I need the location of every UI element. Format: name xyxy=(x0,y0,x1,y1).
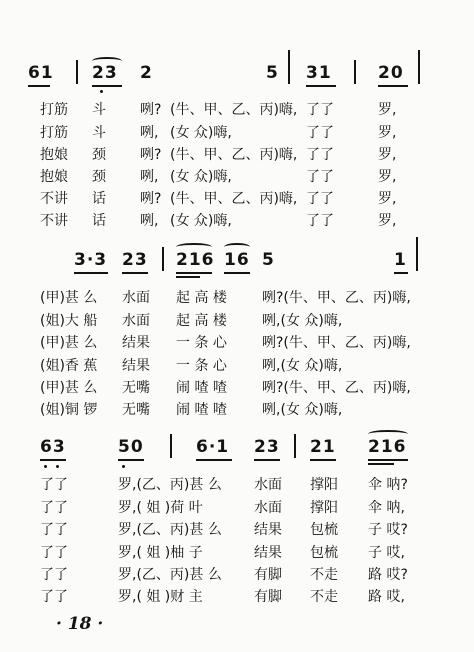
lyric-cell: 抱娘 xyxy=(40,169,68,185)
beam-underline xyxy=(92,85,122,87)
octave-dot xyxy=(56,465,59,468)
lyric-cell: 咧?(牛、甲、乙、丙)嗨, xyxy=(262,380,411,396)
lyric-cell: (牛、甲、乙、丙)嗨, xyxy=(170,102,298,118)
lyric-cell: 话 xyxy=(92,213,106,229)
beam-underline xyxy=(40,459,66,461)
note-group: 23 xyxy=(254,437,280,457)
barline xyxy=(288,50,290,84)
octave-dot xyxy=(122,465,125,468)
note-group: 216 xyxy=(176,250,215,270)
note-group: 21 xyxy=(310,437,336,457)
beam-underline xyxy=(176,272,212,274)
lyric-cell: 水面 xyxy=(254,500,282,516)
note-group: 23 xyxy=(92,63,118,83)
lyric-cell: (女 众)嗨, xyxy=(170,169,232,185)
beam-underline xyxy=(224,272,250,274)
lyric-cell: 罗,(乙、丙)甚 么 xyxy=(118,567,222,583)
page-number: · 18 · xyxy=(56,614,104,634)
beam-underline xyxy=(394,272,408,274)
lyric-cell: 罗,( 姐 )财 主 xyxy=(118,589,203,605)
lyric-cell: 罗, xyxy=(378,125,397,141)
lyric-cell: 撑阳 xyxy=(310,500,338,516)
beam-underline xyxy=(368,463,394,465)
beam-underline xyxy=(28,85,50,87)
lyric-cell: (姐)香 蕉 xyxy=(40,358,98,374)
note-group: 63 xyxy=(40,437,66,457)
barline xyxy=(354,60,356,84)
lyric-cell: 咧? xyxy=(140,191,162,207)
beam-underline xyxy=(378,85,408,87)
lyric-cell: 水面 xyxy=(122,313,150,329)
lyric-cell: 咧? xyxy=(140,147,162,163)
barline xyxy=(162,247,164,271)
beam-underline xyxy=(74,272,108,274)
lyric-cell: 罗, xyxy=(378,147,397,163)
note-group: 50 xyxy=(118,437,144,457)
octave-dot xyxy=(100,90,103,93)
beam-underline xyxy=(118,459,144,461)
lyric-cell: 罗,( 姐 )荷 叶 xyxy=(118,500,203,516)
lyric-cell: 咧,(女 众)嗨, xyxy=(262,402,343,418)
lyric-cell: 无嘴 xyxy=(122,402,150,418)
lyric-cell: 咧, xyxy=(140,213,159,229)
lyric-cell: (甲)甚 么 xyxy=(40,290,98,306)
barline xyxy=(416,237,418,271)
lyric-cell: 罗, xyxy=(378,213,397,229)
lyric-cell: 斗 xyxy=(92,102,106,118)
lyric-cell: (女 众)嗨, xyxy=(170,125,232,141)
lyric-cell: (甲)甚 么 xyxy=(40,335,98,351)
slur xyxy=(368,430,408,438)
slur xyxy=(224,243,250,251)
lyric-cell: 结果 xyxy=(254,522,282,538)
lyric-cell: 颈 xyxy=(92,169,106,185)
note-group: 216 xyxy=(368,437,407,457)
lyric-cell: 颈 xyxy=(92,147,106,163)
beam-underline xyxy=(306,85,336,87)
lyric-cell: 起 高 楼 xyxy=(176,290,227,306)
lyric-cell: (姐)大 船 xyxy=(40,313,98,329)
lyric-cell: (女 众)嗨, xyxy=(170,213,232,229)
lyric-cell: 了了 xyxy=(40,522,68,538)
lyric-cell: 包梳 xyxy=(310,545,338,561)
lyric-cell: 罗,(乙、丙)甚 么 xyxy=(118,522,222,538)
lyric-cell: 了了 xyxy=(306,169,334,185)
lyric-cell: 伞 呐? xyxy=(368,477,408,493)
lyric-cell: 斗 xyxy=(92,125,106,141)
lyric-cell: 了了 xyxy=(40,567,68,583)
lyric-cell: 咧,(女 众)嗨, xyxy=(262,313,343,329)
lyric-cell: 一 条 心 xyxy=(176,335,227,351)
lyric-cell: 咧?(牛、甲、乙、丙)嗨, xyxy=(262,335,411,351)
slur xyxy=(176,243,212,251)
note-group: 1 xyxy=(394,250,407,270)
lyric-cell: 罗,(乙、丙)甚 么 xyxy=(118,477,222,493)
note-group: 16 xyxy=(224,250,250,270)
lyric-cell: 打筋 xyxy=(40,102,68,118)
lyric-cell: 一 条 心 xyxy=(176,358,227,374)
lyric-cell: 抱娘 xyxy=(40,147,68,163)
lyric-cell: 了了 xyxy=(306,213,334,229)
lyric-cell: 起 高 楼 xyxy=(176,313,227,329)
lyric-cell: 撑阳 xyxy=(310,477,338,493)
lyric-cell: 了了 xyxy=(40,589,68,605)
lyric-cell: 咧?(牛、甲、乙、丙)嗨, xyxy=(262,290,411,306)
lyric-cell: 话 xyxy=(92,191,106,207)
note-group: 3·3 xyxy=(74,250,108,270)
lyric-cell: 路 哎? xyxy=(368,567,408,583)
lyric-cell: 了了 xyxy=(306,102,334,118)
lyric-cell: 有脚 xyxy=(254,589,282,605)
lyric-cell: 了了 xyxy=(40,545,68,561)
beam-underline xyxy=(368,459,408,461)
lyric-cell: 罗, xyxy=(378,191,397,207)
lyric-cell: 了了 xyxy=(306,191,334,207)
lyric-cell: 了了 xyxy=(306,147,334,163)
lyric-cell: (姐)铜 锣 xyxy=(40,402,98,418)
lyric-cell: 不讲 xyxy=(40,191,68,207)
barline xyxy=(170,434,172,458)
beam-underline xyxy=(122,272,148,274)
barline xyxy=(76,60,78,84)
lyric-cell: 罗, xyxy=(378,169,397,185)
lyric-cell: 有脚 xyxy=(254,567,282,583)
note-group: 31 xyxy=(306,63,332,83)
lyric-cell: 了了 xyxy=(40,477,68,493)
note-group: 61 xyxy=(28,63,54,83)
lyric-cell: (甲)甚 么 xyxy=(40,380,98,396)
note-group: 5 xyxy=(266,63,279,83)
lyric-cell: 不走 xyxy=(310,589,338,605)
lyric-cell: 罗,( 姐 )柚 子 xyxy=(118,545,203,561)
note-group: 23 xyxy=(122,250,148,270)
lyric-cell: 咧,(女 众)嗨, xyxy=(262,358,343,374)
barline xyxy=(294,434,296,458)
lyric-cell: 了了 xyxy=(306,125,334,141)
note-group: 5 xyxy=(262,250,275,270)
lyric-cell: 水面 xyxy=(254,477,282,493)
barline xyxy=(418,50,420,84)
lyric-cell: 闹 喳 喳 xyxy=(176,402,227,418)
note-group: 6·1 xyxy=(196,437,230,457)
lyric-cell: 结果 xyxy=(122,358,150,374)
octave-dot xyxy=(44,465,47,468)
lyric-cell: 咧, xyxy=(140,125,159,141)
lyric-cell: 闹 喳 喳 xyxy=(176,380,227,396)
beam-underline xyxy=(310,459,336,461)
lyric-cell: 不讲 xyxy=(40,213,68,229)
beam-underline xyxy=(254,459,280,461)
slur xyxy=(92,57,122,65)
lyric-cell: 包梳 xyxy=(310,522,338,538)
lyric-cell: 咧? xyxy=(140,102,162,118)
lyric-cell: 咧, xyxy=(140,169,159,185)
lyric-cell: (牛、甲、乙、丙)嗨, xyxy=(170,191,298,207)
lyric-cell: 子 哎? xyxy=(368,522,408,538)
lyric-cell: 了了 xyxy=(40,500,68,516)
lyric-cell: 无嘴 xyxy=(122,380,150,396)
lyric-cell: 子 哎, xyxy=(368,545,405,561)
lyric-cell: 路 哎, xyxy=(368,589,405,605)
note-group: 2 xyxy=(140,63,153,83)
lyric-cell: 结果 xyxy=(254,545,282,561)
lyric-cell: 伞 呐, xyxy=(368,500,405,516)
lyric-cell: 水面 xyxy=(122,290,150,306)
lyric-cell: 罗, xyxy=(378,102,397,118)
lyric-cell: (牛、甲、乙、丙)嗨, xyxy=(170,147,298,163)
beam-underline xyxy=(196,459,232,461)
lyric-cell: 打筋 xyxy=(40,125,68,141)
beam-underline xyxy=(176,276,200,278)
lyric-cell: 结果 xyxy=(122,335,150,351)
note-group: 20 xyxy=(378,63,404,83)
lyric-cell: 不走 xyxy=(310,567,338,583)
